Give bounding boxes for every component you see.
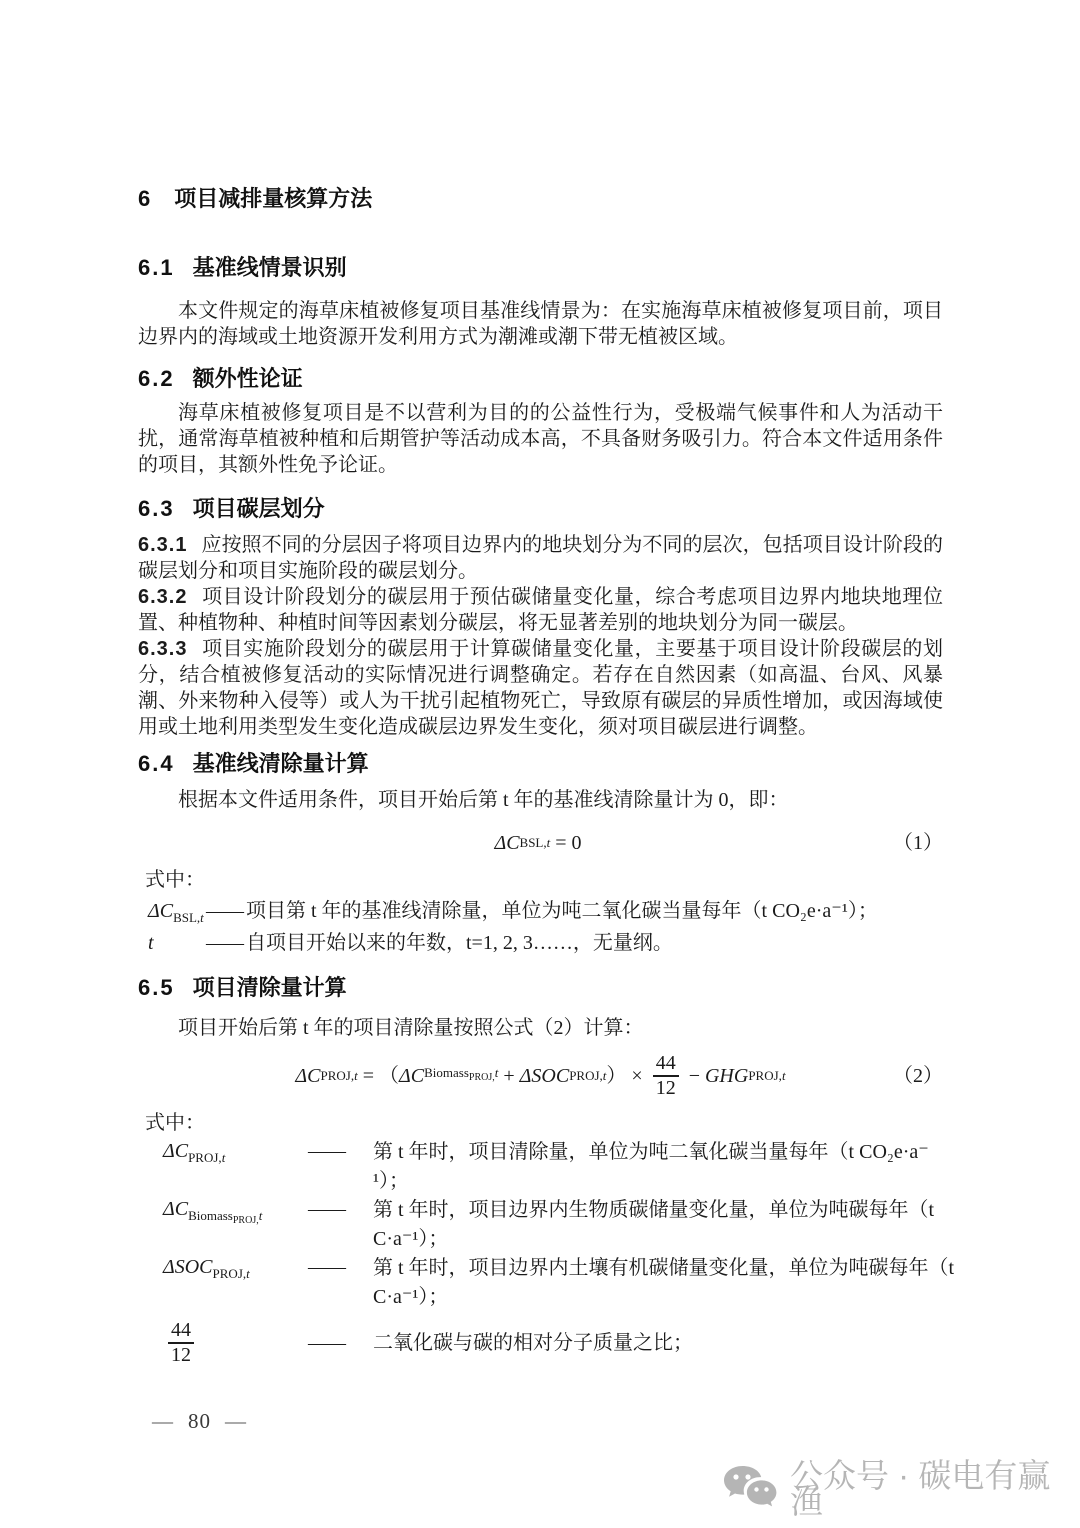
wechat-icon xyxy=(722,1464,778,1514)
equation-2-body: ΔC PROJ,t = （ ΔC Biomass$_{PROJ,}$t + ΔSOC PROJ,t ） × $\frac{44}{12}$ − GHG PROJ,t xyxy=(295,1051,786,1099)
section-6-5-intro: 项目开始后第 t 年的项目清除量按照公式（2）计算： xyxy=(178,1017,644,1039)
section-heading-6-5 xyxy=(138,975,943,1001)
section-6-4-intro: 根据本文件适用条件，项目开始后第 t 年的基准线清除量计为 0，即： xyxy=(178,789,789,811)
definition-symbol: $\Delta C_{PROJ,t}$ xyxy=(163,1140,226,1165)
chapter-heading xyxy=(138,186,943,212)
chapter-title: 项目减排量核算方法 xyxy=(174,186,373,211)
section-title: 项目碳层划分 xyxy=(192,496,325,521)
watermark-text: 公众号 · 碳电有赢渔 xyxy=(790,1457,1051,1520)
equation-subscript: BSL, xyxy=(519,835,547,850)
definition-dash: —— xyxy=(206,932,242,954)
page-number-dash: — xyxy=(225,1409,247,1433)
equation-1-definitions xyxy=(138,898,943,962)
definition-row xyxy=(138,898,943,930)
equation-variable: ΔC xyxy=(494,832,520,854)
definition-dash: —— xyxy=(308,1332,344,1354)
definition-symbol: $\Delta C_{Biomass_{PROJ,}t}$ xyxy=(163,1198,263,1226)
section-title: 基准线清除量计算 xyxy=(192,751,369,776)
definition-description: 第 t 年时，项目边界内生物质碳储量变化量，单位为吨碳每年（t C·a⁻¹）； xyxy=(373,1199,935,1250)
section-heading-6-1 xyxy=(138,255,943,281)
page-number-value: 80 xyxy=(188,1409,211,1433)
definition-dash: —— xyxy=(308,1256,344,1278)
definition-dash: —— xyxy=(308,1198,344,1220)
equation-1-number: （1） xyxy=(893,832,943,854)
equation-1 xyxy=(138,823,943,863)
definition-symbol: t xyxy=(148,932,154,954)
fraction-44-12: $\frac{44}{12}$ xyxy=(168,1320,194,1366)
definition-symbol: $\Delta C_{BSL,t}$ xyxy=(148,900,204,925)
page-number xyxy=(138,1408,261,1434)
where-label: 式中： xyxy=(145,869,205,891)
fraction-44-12: $\frac{44}{12}$ xyxy=(653,1053,679,1099)
clause-text: 项目设计阶段划分的碳层用于预估碳储量变化量，综合考虑项目边界内地块地理位置、种植物种、种植时间等因素划分碳层，将无显著差别的地块划分为同一碳层。 xyxy=(138,586,943,634)
where-label: 式中： xyxy=(145,1112,205,1134)
section-title: 额外性论证 xyxy=(192,366,303,391)
definition-row xyxy=(138,1196,943,1254)
definition-dash: —— xyxy=(206,900,242,922)
definition-row xyxy=(138,930,943,962)
equation-1-body xyxy=(138,823,943,863)
section-6-1-paragraph: 本文件规定的海草床植被修复项目基准线情景为：在实施海草床植被修复项目前，项目边界内的海域或土地资源开发利用方式为潮滩或潮下带无植被区域。 xyxy=(138,300,943,348)
equation-2-definitions xyxy=(138,1138,955,1374)
section-heading-6-3 xyxy=(138,496,943,522)
clause-number: 6.3.2 xyxy=(138,586,188,608)
section-6-2-paragraph: 海草床植被修复项目是不以营利为目的的公益性行为，受极端气候事件和人为活动干扰，通常海草植被种植和后期管护等活动成本高，不具备财务吸引力。符合本文件适用条件的项目，其额外性免予论证。 xyxy=(138,402,943,476)
equation-subscript-t: t xyxy=(546,835,551,850)
section-title: 项目清除量计算 xyxy=(192,975,347,1000)
section-number: 6.4 xyxy=(138,751,175,776)
section-number: 6.1 xyxy=(138,255,175,280)
chapter-number: 6 xyxy=(138,186,151,211)
section-heading-6-4 xyxy=(138,751,943,777)
clause-text: 项目实施阶段划分的碳层用于计算碳储量变化量，主要基于项目设计阶段碳层的划分，结合植被修复活动的实际情况进行调整确定。若存在自然因素（如高温、台风、风暴潮、外来物种入侵等）或人为干扰引起植物死亡，导致原有碳层的异质性增加，或因海域使用或土地利用类型发生变化造成碳层边界发生变化，须对项目碳层进行调整。 xyxy=(138,638,943,738)
section-heading-6-2 xyxy=(138,366,943,392)
equation-rhs: = 0 xyxy=(555,832,582,854)
section-number: 6.3 xyxy=(138,496,175,521)
section-number: 6.2 xyxy=(138,366,175,391)
clause-6-3-2 xyxy=(138,584,943,636)
definition-description: 自项目开始以来的年数，t=1, 2, 3……，无量纲。 xyxy=(246,932,673,954)
section-6-3-clauses xyxy=(138,532,943,740)
definition-description: 第 t 年时，项目边界内土壤有机碳储量变化量，单位为吨碳每年（t C·a⁻¹）； xyxy=(373,1257,955,1308)
definition-row xyxy=(138,1254,955,1312)
definition-symbol xyxy=(163,1320,308,1366)
equation-2 xyxy=(138,1048,943,1103)
clause-6-3-1 xyxy=(138,532,943,584)
definition-description: 第 t 年时，项目清除量，单位为吨二氧化碳当量每年（t CO₂e·a⁻ ¹）； xyxy=(373,1141,929,1192)
section-title: 基准线情景识别 xyxy=(192,255,347,280)
definition-description: 项目第 t 年的基准线清除量，单位为吨二氧化碳当量每年（t CO₂e·a⁻¹）； xyxy=(246,900,878,922)
section-number: 6.5 xyxy=(138,975,175,1000)
definition-description: 二氧化碳与碳的相对分子质量之比； xyxy=(373,1331,693,1354)
watermark xyxy=(722,1457,1080,1520)
page-number-dash: — xyxy=(152,1409,174,1433)
clause-number: 6.3.1 xyxy=(138,534,188,556)
clause-text: 应按照不同的分层因子将项目边界内的地块划分为不同的层次，包括项目设计阶段的碳层划分和项目实施阶段的碳层划分。 xyxy=(138,534,943,582)
definition-row xyxy=(138,1312,943,1374)
equation-2-number: （2） xyxy=(893,1064,943,1087)
definition-dash: —— xyxy=(308,1140,344,1162)
definition-row xyxy=(138,1138,943,1196)
definition-symbol: $\Delta SOC_{PROJ,t}$ xyxy=(163,1256,250,1281)
clause-6-3-3 xyxy=(138,636,943,740)
clause-number: 6.3.3 xyxy=(138,638,188,660)
